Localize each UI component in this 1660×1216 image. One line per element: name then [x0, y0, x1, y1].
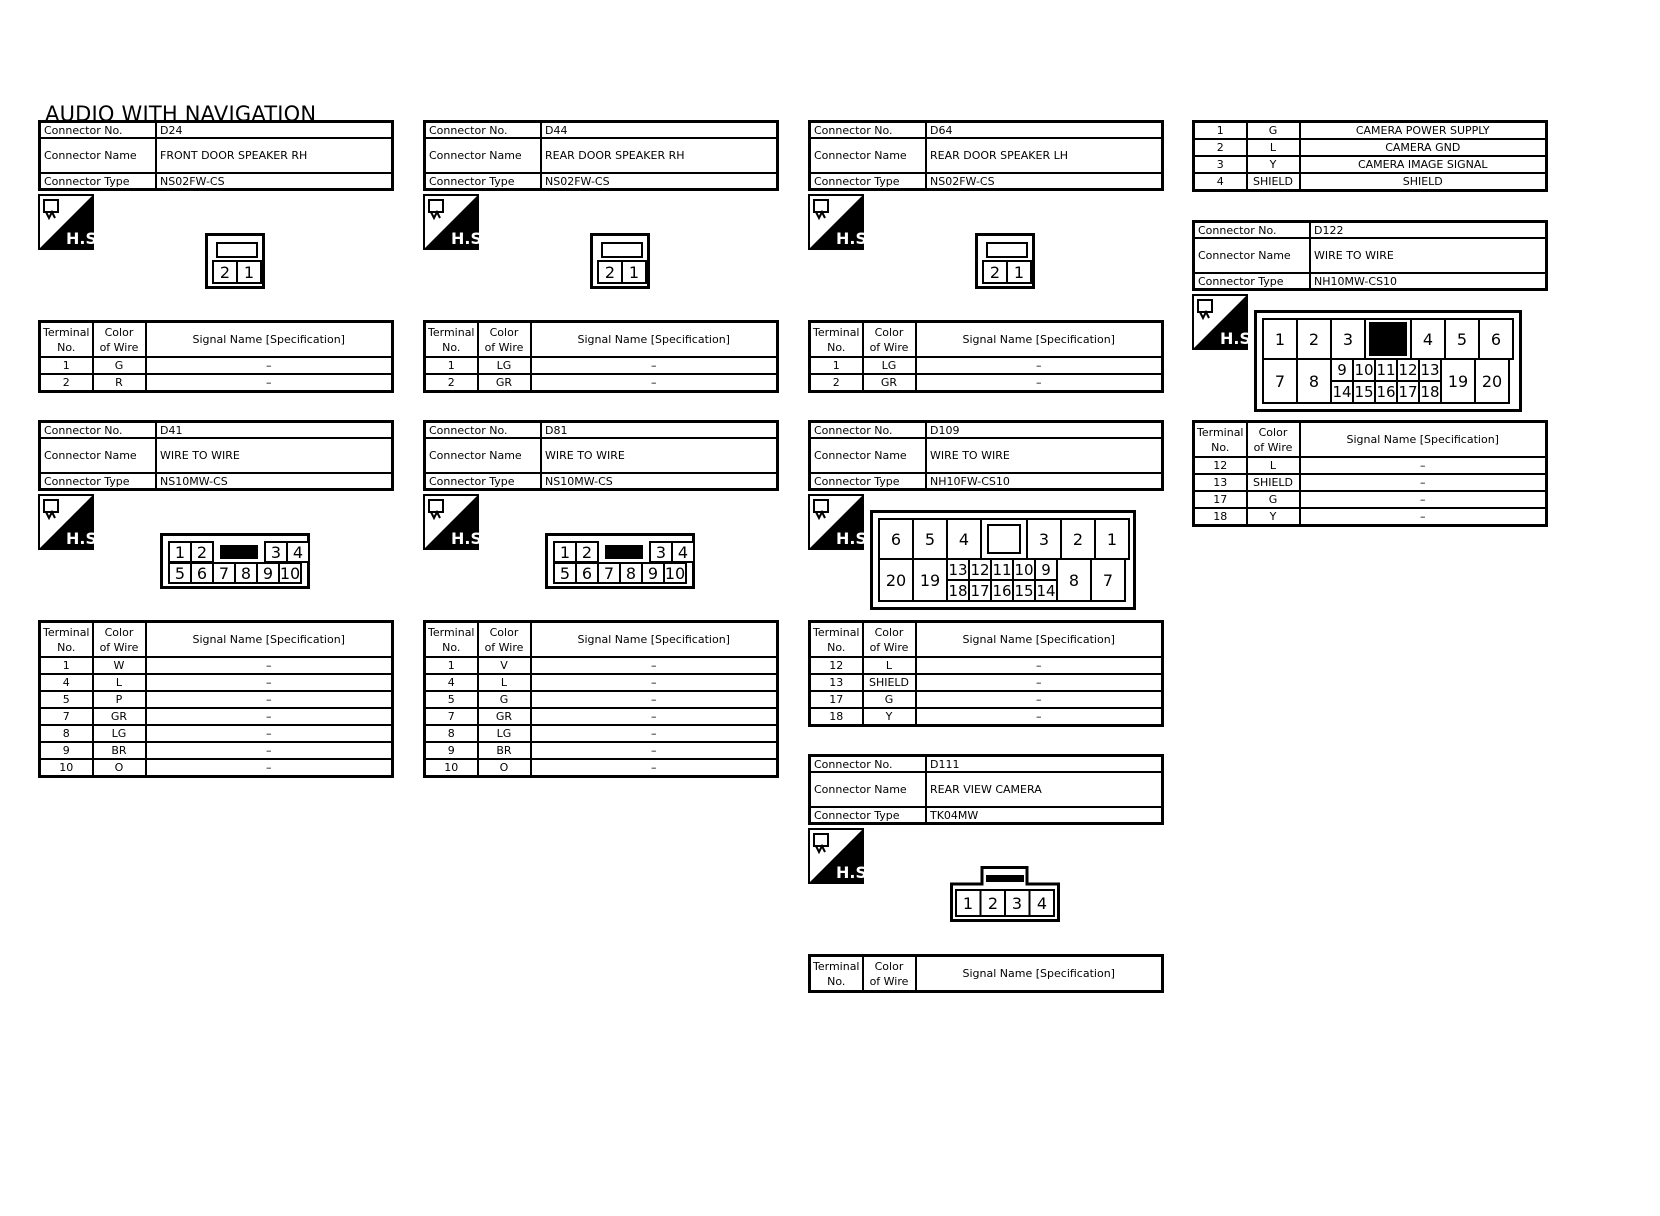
- label-connector-name: Connector Name: [425, 138, 542, 173]
- pin: 14: [1330, 380, 1354, 404]
- label-connector-name: Connector Name: [425, 438, 542, 473]
- table-row: 2 GR –: [810, 374, 1163, 392]
- table-row: 1 LG –: [425, 357, 778, 374]
- connector-no-value: D64: [926, 122, 1163, 139]
- pin: 20: [878, 558, 914, 602]
- table-row: 10 O –: [40, 759, 393, 777]
- connector-name-value: WIRE TO WIRE: [1310, 238, 1547, 273]
- pin: 2: [1060, 518, 1096, 560]
- table-row: 2 R –: [40, 374, 393, 392]
- label-connector-no: Connector No.: [40, 422, 157, 439]
- connector-face-d64: [975, 233, 1035, 289]
- label-connector-type: Connector Type: [1194, 273, 1311, 290]
- pin: 1: [621, 260, 647, 284]
- table-row: 13 SHIELD –: [810, 674, 1163, 691]
- pin: 1: [1006, 260, 1032, 284]
- header-signal: Signal Name [Specification]: [916, 622, 1163, 658]
- header-color: Color of Wire: [93, 322, 146, 358]
- pin: 7: [212, 562, 236, 584]
- table-row: 3 Y CAMERA IMAGE SIGNAL: [1194, 156, 1547, 173]
- connector-type-value: NS10MW-CS: [156, 473, 393, 490]
- label-connector-type: Connector Type: [40, 473, 157, 490]
- connector-type-value: TK04MW: [926, 807, 1163, 824]
- table-row: 9 BR –: [425, 742, 778, 759]
- pin: 1: [168, 541, 192, 563]
- connector-face-d24: [205, 233, 265, 289]
- pin: 12: [1396, 358, 1420, 382]
- connector-no-value: D122: [1310, 222, 1547, 239]
- pin: 9: [1034, 558, 1058, 581]
- connector-info-d24: [38, 120, 394, 191]
- signal-table-d44: [423, 320, 779, 393]
- table-row: 12 L –: [1194, 457, 1547, 474]
- connector-name-value: WIRE TO WIRE: [926, 438, 1163, 473]
- signal-table-d81: [423, 620, 779, 778]
- header-color: Color of Wire: [1247, 422, 1300, 458]
- hs-label: H.S.: [451, 229, 489, 248]
- hs-label: H.S.: [836, 529, 874, 548]
- connector-latch: [986, 242, 1028, 258]
- table-row: 5 P –: [40, 691, 393, 708]
- connector-face-d81: [545, 533, 695, 589]
- hs-icon: [808, 828, 874, 884]
- table-row: 8 LG –: [40, 725, 393, 742]
- connector-face-d109: [870, 510, 1136, 610]
- connector-name-value: FRONT DOOR SPEAKER RH: [156, 138, 393, 173]
- label-connector-no: Connector No.: [40, 122, 157, 139]
- pin: 12: [968, 558, 992, 581]
- table-row: 7 GR –: [425, 708, 778, 725]
- hs-icon: [38, 494, 104, 550]
- hs-label: H.S.: [451, 529, 489, 548]
- connector-no-value: D24: [156, 122, 393, 139]
- pin: 18: [1418, 380, 1442, 404]
- label-connector-type: Connector Type: [425, 473, 542, 490]
- pin: 3: [1026, 518, 1062, 560]
- pin: 18: [946, 579, 970, 602]
- label-connector-no: Connector No.: [1194, 222, 1311, 239]
- hs-icon: [423, 194, 489, 250]
- header-terminal: Terminal No.: [40, 622, 93, 658]
- label-connector-type: Connector Type: [810, 807, 927, 824]
- pin: 11: [990, 558, 1014, 581]
- pin: 8: [1056, 558, 1092, 602]
- pin: 15: [1012, 579, 1036, 602]
- pin: 4: [286, 541, 310, 563]
- connector-no-value: D41: [156, 422, 393, 439]
- pin: 15: [1352, 380, 1376, 404]
- connector-info-d64: [808, 120, 1164, 191]
- hs-label: H.S.: [836, 229, 874, 248]
- connector-no-value: D44: [541, 122, 778, 139]
- connector-info-d109: [808, 420, 1164, 491]
- hs-label: H.S.: [1220, 329, 1258, 348]
- table-row: 1 LG –: [810, 357, 1163, 374]
- connector-key: [605, 545, 643, 559]
- connector-type-value: NS02FW-CS: [541, 173, 778, 190]
- connector-face-d41: [160, 533, 310, 589]
- connector-info-d41: [38, 420, 394, 491]
- header-color: Color of Wire: [863, 956, 916, 992]
- connector-key: [986, 875, 1024, 882]
- signal-table-d64: [808, 320, 1164, 393]
- pin: 6: [575, 562, 599, 584]
- header-terminal: Terminal No.: [1194, 422, 1247, 458]
- pin: 8: [619, 562, 643, 584]
- hs-icon: [808, 194, 874, 250]
- hs-icon: [38, 194, 104, 250]
- connector-info-d44: [423, 120, 779, 191]
- pin: 3: [264, 541, 288, 563]
- table-row: 1 G CAMERA POWER SUPPLY: [1194, 122, 1547, 140]
- table-row: 10 O –: [425, 759, 778, 777]
- pin: 4: [671, 541, 695, 563]
- connector-no-value: D81: [541, 422, 778, 439]
- pin: 10: [279, 563, 301, 583]
- connector-type-value: NH10MW-CS10: [1310, 273, 1547, 290]
- connector-no-value: D111: [926, 756, 1163, 773]
- header-terminal: Terminal No.: [40, 322, 93, 358]
- label-connector-type: Connector Type: [810, 473, 927, 490]
- connector-no-value: D109: [926, 422, 1163, 439]
- table-row: 7 GR –: [40, 708, 393, 725]
- signal-table-d122: [1192, 420, 1548, 527]
- header-color: Color of Wire: [93, 622, 146, 658]
- table-row: 12 L –: [810, 657, 1163, 674]
- pin: 17: [968, 579, 992, 602]
- pin: 9: [1330, 358, 1354, 382]
- hs-icon: [423, 494, 489, 550]
- pin: 3: [1330, 318, 1366, 360]
- header-signal: Signal Name [Specification]: [146, 622, 393, 658]
- pin: 2: [597, 260, 623, 284]
- pin: 2: [1296, 318, 1332, 360]
- label-connector-name: Connector Name: [40, 138, 157, 173]
- connector-key: [220, 545, 258, 559]
- label-connector-no: Connector No.: [425, 422, 542, 439]
- signal-table-d24: [38, 320, 394, 393]
- connector-name-value: WIRE TO WIRE: [541, 438, 778, 473]
- pin: 6: [190, 562, 214, 584]
- label-connector-no: Connector No.: [810, 422, 927, 439]
- pin: 10: [1352, 358, 1376, 382]
- pin: 9: [641, 562, 665, 584]
- header-signal: Signal Name [Specification]: [531, 322, 778, 358]
- signal-table-d111-header: [808, 954, 1164, 993]
- pin: 16: [1374, 380, 1398, 404]
- connector-face-d44: [590, 233, 650, 289]
- pin: 13: [946, 558, 970, 581]
- table-row: 4 L –: [425, 674, 778, 691]
- page-title: AUDIO WITH NAVIGATION: [45, 102, 317, 126]
- table-row: 2 L CAMERA GND: [1194, 139, 1547, 156]
- header-signal: Signal Name [Specification]: [916, 956, 1163, 992]
- table-row: 1 G –: [40, 357, 393, 374]
- pin: 19: [912, 558, 948, 602]
- hs-label: H.S.: [66, 529, 104, 548]
- table-row: 17 G –: [1194, 491, 1547, 508]
- pin: 16: [990, 579, 1014, 602]
- table-row: 4 SHIELD SHIELD: [1194, 173, 1547, 191]
- pin: 5: [1444, 318, 1480, 360]
- pin: 6: [1478, 318, 1514, 360]
- pin: 13: [1418, 358, 1442, 382]
- pin: 11: [1374, 358, 1398, 382]
- pin: 9: [256, 562, 280, 584]
- connector-type-value: NS02FW-CS: [156, 173, 393, 190]
- pin: 4: [1036, 894, 1048, 913]
- label-connector-no: Connector No.: [810, 756, 927, 773]
- pin: 4: [946, 518, 982, 560]
- header-color: Color of Wire: [478, 322, 531, 358]
- connector-name-value: REAR DOOR SPEAKER RH: [541, 138, 778, 173]
- header-color: Color of Wire: [478, 622, 531, 658]
- table-row: 4 L –: [40, 674, 393, 691]
- pin: 4: [1410, 318, 1446, 360]
- connector-name-value: REAR DOOR SPEAKER LH: [926, 138, 1163, 173]
- label-connector-name: Connector Name: [810, 138, 927, 173]
- label-connector-name: Connector Name: [810, 438, 927, 473]
- label-connector-no: Connector No.: [810, 122, 927, 139]
- connector-name-value: REAR VIEW CAMERA: [926, 772, 1163, 807]
- connector-info-d111: [808, 754, 1164, 825]
- header-terminal: Terminal No.: [425, 622, 478, 658]
- connector-key-slot: [980, 518, 1028, 560]
- connector-latch: [216, 242, 258, 258]
- pin: 5: [168, 562, 192, 584]
- label-connector-type: Connector Type: [40, 173, 157, 190]
- pin: 10: [664, 563, 686, 583]
- table-row: 17 G –: [810, 691, 1163, 708]
- pin: 5: [912, 518, 948, 560]
- pin: 6: [878, 518, 914, 560]
- table-row: 13 SHIELD –: [1194, 474, 1547, 491]
- connector-name-value: WIRE TO WIRE: [156, 438, 393, 473]
- connector-type-value: NH10FW-CS10: [926, 473, 1163, 490]
- pin: 7: [1262, 358, 1298, 404]
- pin: 1: [962, 894, 974, 913]
- header-signal: Signal Name [Specification]: [916, 322, 1163, 358]
- connector-face-d122: [1254, 310, 1522, 412]
- pin: 19: [1440, 358, 1476, 404]
- pin: 1: [236, 260, 262, 284]
- pin: 8: [234, 562, 258, 584]
- pin: 7: [597, 562, 621, 584]
- connector-info-d81: [423, 420, 779, 491]
- pin: 10: [1012, 558, 1036, 581]
- pin: 17: [1396, 380, 1420, 404]
- pin: 2: [982, 260, 1008, 284]
- hs-icon: [1192, 294, 1258, 350]
- header-terminal: Terminal No.: [810, 622, 863, 658]
- header-terminal: Terminal No.: [425, 322, 478, 358]
- label-connector-name: Connector Name: [40, 438, 157, 473]
- header-color: Color of Wire: [863, 622, 916, 658]
- pin: 14: [1034, 579, 1058, 602]
- pin: 2: [987, 894, 999, 913]
- header-terminal: Terminal No.: [810, 956, 863, 992]
- connector-type-value: NS10MW-CS: [541, 473, 778, 490]
- header-terminal: Terminal No.: [810, 322, 863, 358]
- pin: 2: [190, 541, 214, 563]
- signal-table-d109: [808, 620, 1164, 727]
- table-row: 2 GR –: [425, 374, 778, 392]
- table-row: 8 LG –: [425, 725, 778, 742]
- pin: 3: [649, 541, 673, 563]
- header-signal: Signal Name [Specification]: [1300, 422, 1547, 458]
- table-row: 1 W –: [40, 657, 393, 674]
- pin: 2: [212, 260, 238, 284]
- pin: 5: [553, 562, 577, 584]
- signal-table-d111-rows: [1192, 120, 1548, 192]
- table-row: 18 Y –: [1194, 508, 1547, 526]
- table-row: 18 Y –: [810, 708, 1163, 726]
- signal-table-d41: [38, 620, 394, 778]
- connector-face-d111: [950, 866, 1060, 922]
- label-connector-name: Connector Name: [810, 772, 927, 807]
- pin: 1: [553, 541, 577, 563]
- label-connector-type: Connector Type: [425, 173, 542, 190]
- pin: 8: [1296, 358, 1332, 404]
- label-connector-type: Connector Type: [810, 173, 927, 190]
- hs-label: H.S.: [836, 863, 874, 882]
- connector-type-value: NS02FW-CS: [926, 173, 1163, 190]
- connector-info-d122: [1192, 220, 1548, 291]
- header-signal: Signal Name [Specification]: [146, 322, 393, 358]
- table-row: 9 BR –: [40, 742, 393, 759]
- connector-key-slot: [1364, 318, 1412, 360]
- pin: 1: [1094, 518, 1130, 560]
- pin: 2: [575, 541, 599, 563]
- label-connector-no: Connector No.: [425, 122, 542, 139]
- table-row: 1 V –: [425, 657, 778, 674]
- connector-latch: [601, 242, 643, 258]
- hs-icon: [808, 494, 874, 550]
- pin: 1: [1262, 318, 1298, 360]
- label-connector-name: Connector Name: [1194, 238, 1311, 273]
- pin: 20: [1474, 358, 1510, 404]
- hs-label: H.S.: [66, 229, 104, 248]
- header-color: Color of Wire: [863, 322, 916, 358]
- pin: 7: [1090, 558, 1126, 602]
- pin: 3: [1011, 894, 1023, 913]
- header-signal: Signal Name [Specification]: [531, 622, 778, 658]
- table-row: 5 G –: [425, 691, 778, 708]
